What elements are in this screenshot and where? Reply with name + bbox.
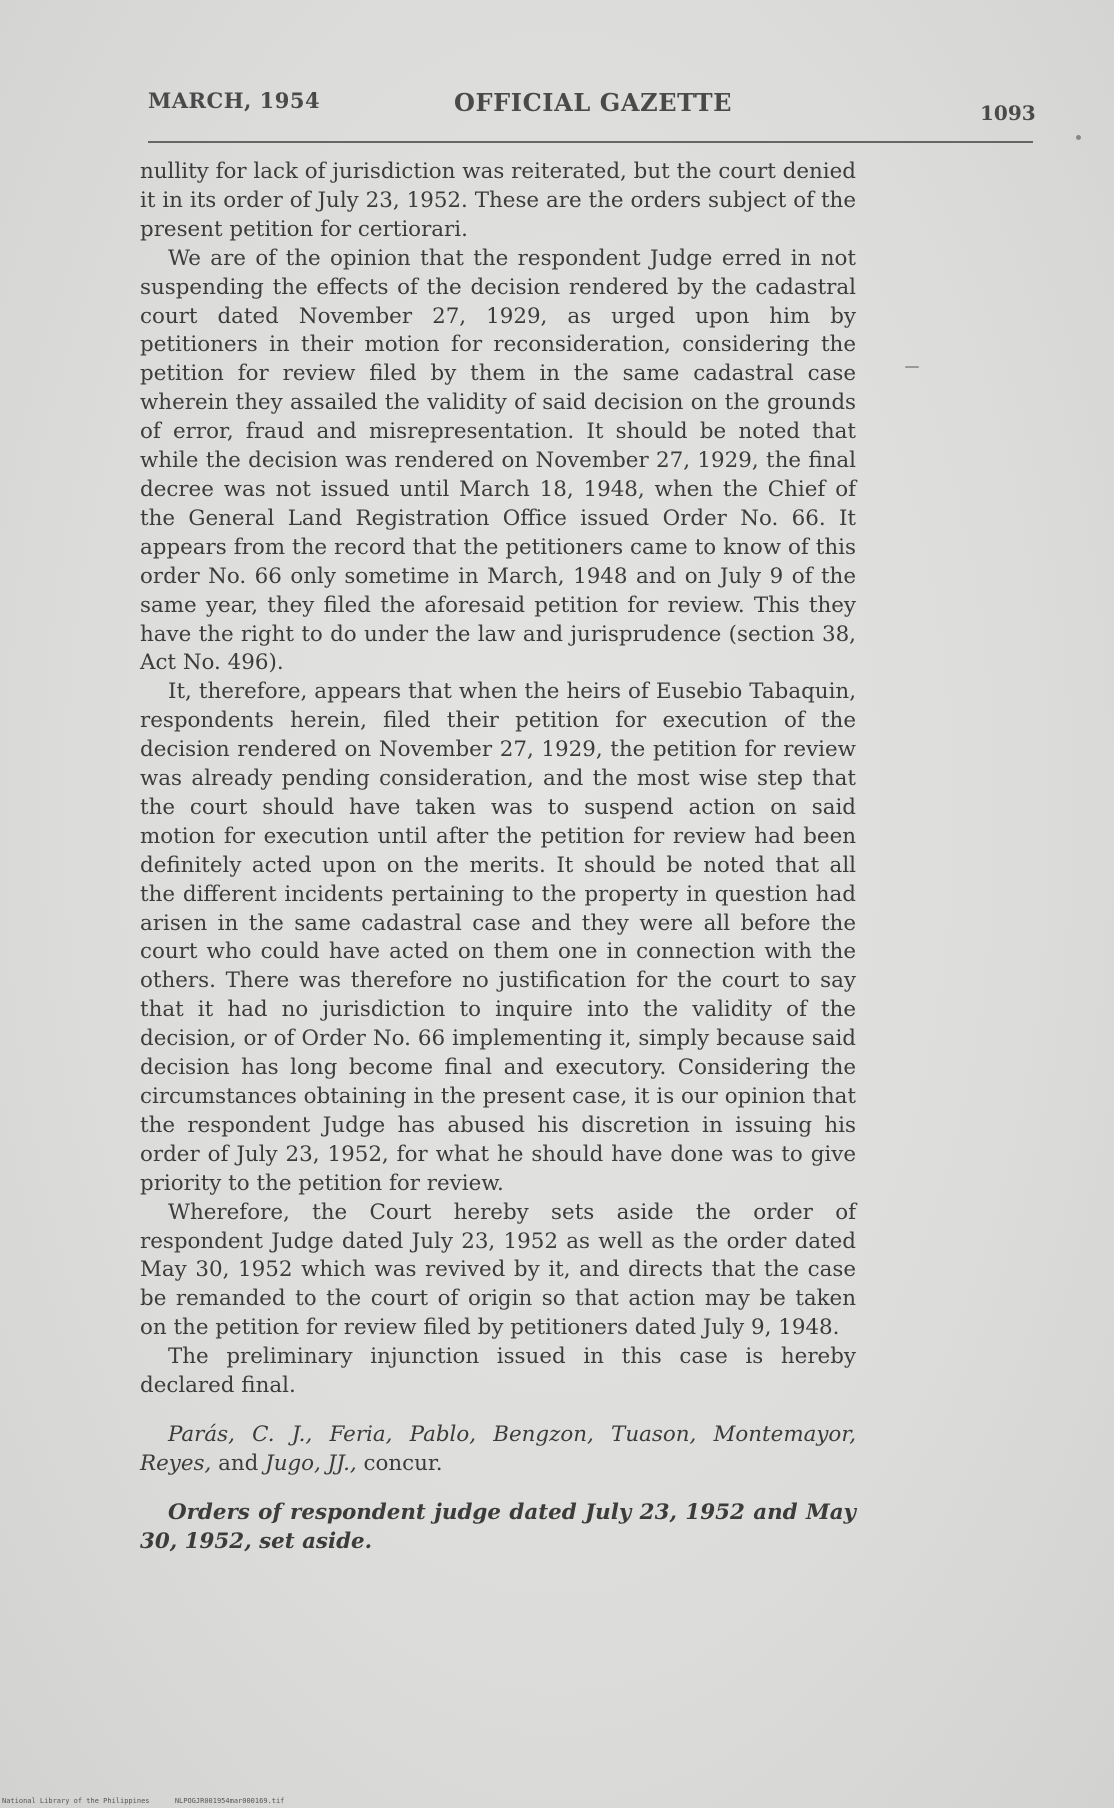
concurring-justices: Parás, C. J., Feria, Pablo, Bengzon, Tuason, Montemayor, Reyes, <box>140 1421 856 1476</box>
decision-text <box>140 158 856 1557</box>
footer-file: NLPOGJR001954mar000169.tif <box>174 1797 285 1805</box>
concurrence <box>140 1421 856 1479</box>
paragraph-5: The preliminary injunction issued in this case is hereby declared final. <box>140 1344 856 1399</box>
scan-mark <box>905 366 919 368</box>
paragraph-2: We are of the opinion that the respondent Judge erred in not suspending the effects of the decision rendered by the cadastral court dated November 27, 1929, as urged upon him by petitioners in their motion for reconsideration, considering the petition for review filed by them in the same cadastral case wherein they assailed the validity of said decision on the grounds of error, fraud and misrepresentation. It should be noted that while the decision was rendered on November 27, 1929, the final decree was not issued until March 18, 1948, when the Chief of the General Land Registration Office issued Order No. 66. It appears from the record that the petitioners came to know of this order No. 66 only sometime in March, 1948 and on July 9 of the same year, they filed the aforesaid petition for review. This they have the right to do under the law and jurisprudence (section 38, Act No. 496). <box>140 245 856 676</box>
scan-footer <box>2 1797 284 1805</box>
disposition: Orders of respondent judge dated July 23, 1952 and May 30, 1952, set aside. <box>140 1499 856 1554</box>
header-rule <box>148 141 1033 143</box>
header-date: MARCH, 1954 <box>148 88 321 113</box>
concurrence-end: concur. <box>356 1450 443 1476</box>
footer-library: National Library of the Philippines <box>2 1797 150 1805</box>
page-number: 1093 <box>980 101 1036 125</box>
paragraph-4: Wherefore, the Court hereby sets aside the order of respondent Judge dated July 23, 1952 as well as the order dated May 30, 1952 which was revived by it, and directs that the case be remanded to the court of origin so that action may be taken on the petition for review filed by petitioners dated July 9, 1948. <box>140 1199 856 1341</box>
header-title: OFFICIAL GAZETTE <box>454 88 733 117</box>
page-header <box>148 88 1036 128</box>
concurring-justices-last: Jugo, JJ., <box>265 1450 357 1476</box>
paragraph-1: nullity for lack of jurisdiction was reiterated, but the court denied it in its order of July 23, 1952. These are the orders subject of the present petition for certiorari. <box>140 159 856 242</box>
scan-speck <box>1076 135 1081 140</box>
paragraph-3: It, therefore, appears that when the heirs of Eusebio Tabaquin, respondents herein, filed their petition for execution of the decision rendered on November 27, 1929, the petition for review was already pending consideration, and the most wise step that the court should have taken was to suspend action on said motion for execution until after the petition for review had been definitely acted upon on the merits. It should be noted that all the different incidents pertaining to the property in question had arisen in the same cadastral case and they were all before the court who could have acted on them one in connection with the others. There was therefore no justification for the court to say that it had no jurisdiction to inquire into the validity of the decision, or of Order No. 66 implementing it, simply because said decision has long become final and executory. Considering the circumstances obtaining in the present case, it is our opinion that the respondent Judge has abused his discretion in issuing his order of July 23, 1952, for what he should have done was to give priority to the petition for review. <box>140 679 856 1196</box>
concurrence-and: and <box>211 1450 266 1476</box>
